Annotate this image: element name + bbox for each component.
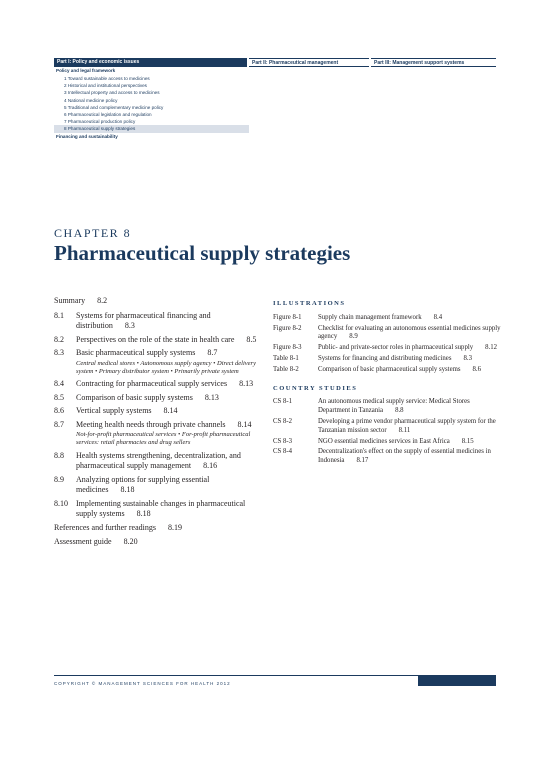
part-3-tab[interactable]: Part III: Management support systems [371, 58, 496, 67]
nav-chapter-8-active[interactable]: 8 Pharmaceutical supply strategies [54, 125, 249, 132]
copyright-notice: COPYRIGHT © MANAGEMENT SCIENCES FOR HEALTH 2012 [54, 681, 231, 686]
toc-subtopics: Central medical stores • Autonomous supply agency • Direct delivery system • Primary distributor system • Primarily private system [76, 359, 256, 375]
toc-entry[interactable]: 8.9 Analyzing options for supplying essential medicines 8.18 [54, 474, 210, 495]
country-study-item[interactable]: CS 8-2 Developing a prime vendor pharmaceutical supply system for the Tanzanian mission sector 8.11 [273, 417, 496, 434]
toc-entry[interactable]: 8.7 Meeting health needs through private channels 8.14 Not-for-profit pharmaceutical services • For-profit pharmaceutical services: retail pharmacies and drug sellers [54, 420, 266, 448]
chapter-number: CHAPTER 8 [54, 226, 132, 240]
country-study-item[interactable]: CS 8-3 NGO essential medicines services in East Africa 8.15 [273, 437, 474, 445]
part-tabs [54, 58, 496, 67]
country-studies-heading: COUNTRY STUDIES [273, 384, 358, 392]
toc-entry[interactable]: 8.3 Basic pharmaceutical supply systems 8.7 Central medical stores • Autonomous supply agency • Direct delivery system • Primary distributor system • Primarily private system [54, 348, 266, 376]
illustration-item[interactable]: Table 8-2 Comparison of basic pharmaceutical supply systems 8.6 [273, 365, 482, 373]
illustrations-and-studies [273, 300, 501, 468]
nav-section-financing[interactable]: Financing and sustainability [56, 133, 118, 139]
illustration-item[interactable]: Table 8-1 Systems for financing and distributing medicines 8.3 [273, 354, 472, 362]
table-of-contents [54, 296, 266, 552]
illustrations-heading: ILLUSTRATIONS [273, 300, 346, 307]
nav-chapter-1[interactable]: 1 Toward sustainable access to medicines [64, 76, 150, 81]
toc-entry[interactable]: 8.5 Comparison of basic supply systems 8.13 [54, 392, 219, 402]
toc-entry[interactable]: 8.10 Implementing sustainable changes in pharmaceutical supply systems 8.18 [54, 498, 246, 519]
nav-section-policy[interactable]: Policy and legal framework [56, 68, 116, 73]
nav-chapter-3[interactable]: 3 Intellectual property and access to medicines [64, 90, 160, 96]
toc-entry[interactable]: 8.6 Vertical supply systems 8.14 [54, 406, 178, 416]
chapter-list [54, 67, 247, 141]
part-navigation [54, 58, 496, 141]
nav-chapter-4[interactable]: 4 National medicine policy [64, 97, 118, 103]
nav-chapter-7[interactable]: 7 Pharmaceutical production policy [64, 119, 136, 125]
illustration-item[interactable]: Figure 8-1 Supply chain management framework 8.4 [273, 313, 443, 321]
country-study-item[interactable]: CS 8-4 Decentralization's effect on the supply of essential medicines in Indonesia 8.17 [273, 448, 491, 465]
country-study-item[interactable]: CS 8-1 An autonomous medical supply service: Medical Stores Department in Tanzania 8.8 [273, 398, 470, 415]
toc-entry[interactable]: 8.8 Health systems strengthening, decentralization, and pharmaceutical supply management 8.16 [54, 450, 241, 471]
toc-subtopics: Not-for-profit pharmaceutical services • For-profit pharmaceutical services: retail pharmacies and drug sellers [76, 431, 251, 447]
nav-chapter-6[interactable]: 6 Pharmaceutical legislation and regulation [64, 112, 152, 118]
toc-references[interactable]: References and further readings 8.19 [54, 522, 182, 532]
footer-accent-bar [418, 676, 496, 686]
toc-summary[interactable]: Summary 8.2 [54, 296, 108, 305]
toc-entry[interactable]: 8.4 Contracting for pharmaceutical supply services 8.13 [54, 379, 254, 389]
part-2-tab[interactable]: Part II: Pharmaceutical management [249, 58, 369, 67]
chapter-title: Pharmaceutical supply strategies [54, 241, 351, 265]
nav-chapter-5[interactable]: 5 Traditional and complementary medicine policy [64, 104, 164, 110]
illustration-item[interactable]: Figure 8-2 Checklist for evaluating an autonomous essential medicines supply agency 8.9 [273, 324, 501, 341]
toc-entry[interactable]: 8.2 Perspectives on the role of the state in health care 8.5 [54, 334, 257, 344]
nav-chapter-2[interactable]: 2 Historical and institutional perspectives [64, 83, 147, 89]
part-1-tab[interactable]: Part I: Policy and economic issues [54, 58, 247, 67]
toc-assessment[interactable]: Assessment guide 8.20 [54, 537, 138, 547]
toc-entry[interactable]: 8.1 Systems for pharmaceutical financing and distribution 8.3 [54, 310, 211, 330]
illustration-item[interactable]: Figure 8-3 Public- and private-sector roles in pharmaceutical supply 8.12 [273, 344, 498, 352]
